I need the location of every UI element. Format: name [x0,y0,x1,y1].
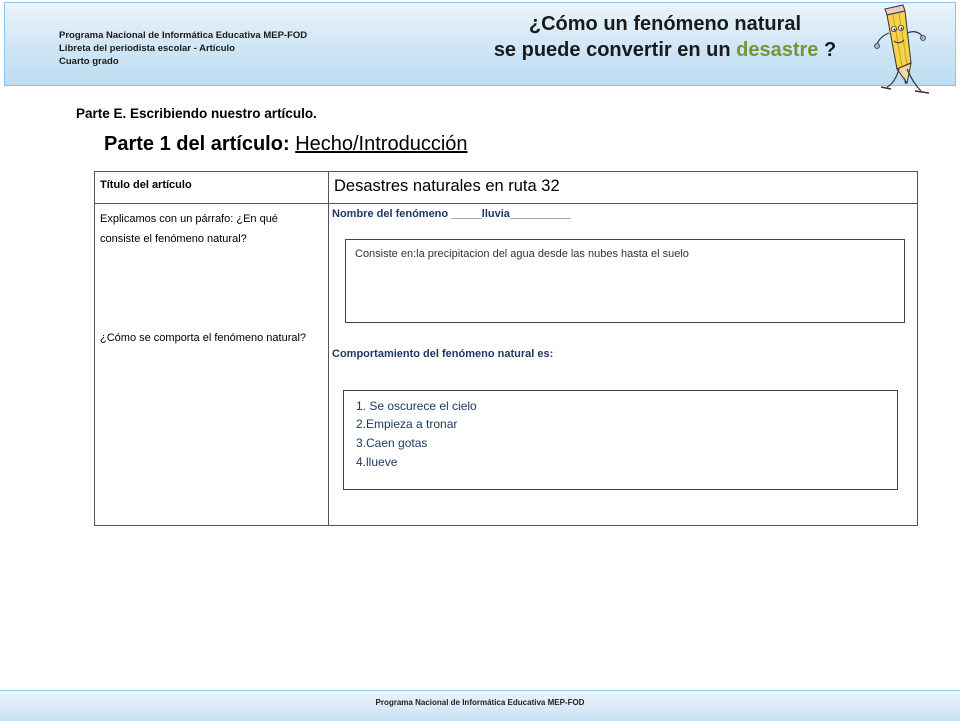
article-title-label: Título del artículo [100,179,192,191]
program-info [59,29,307,68]
grade-label: Cuarto grado [59,56,119,67]
behavior-label: Comportamiento del fenómeno natural es: [332,348,554,360]
pencil-mascot-icon [871,3,931,95]
article-title-value[interactable]: Desastres naturales en ruta 32 [334,177,560,195]
program-name: Programa Nacional de Informática Educativa MEP-FOD [59,30,308,41]
part-heading-topic: Hecho/Introducción [295,133,468,155]
phenomenon-name[interactable]: Nombre del fenómeno _____lluvia__________ [332,208,572,220]
list-item: 4.llueve [356,455,398,469]
title-line-2 [445,37,885,63]
title-line-2-prefix: se puede convertir en un [493,39,737,61]
consiste-textbox[interactable] [345,239,905,323]
question-1: Explicamos con un párrafo: ¿En qué consiste el fenómeno natural? [100,213,278,245]
column-divider [328,172,329,525]
title-line-2-suffix: ? [818,39,837,61]
question-2: ¿Cómo se comporta el fenómeno natural? [100,332,307,344]
title-highlight: desastre [736,39,819,61]
part-heading [104,133,468,156]
behavior-textbox[interactable] [343,390,898,490]
page-title [445,11,885,63]
title-line-1: ¿Cómo un fenómeno natural [528,13,802,35]
footer-bar [0,690,960,721]
part-heading-label: Parte 1 del artículo: [104,133,290,155]
list-item: 2.Empieza a tronar [356,417,458,431]
header-banner [4,2,956,86]
list-item: 1. Se oscurece el cielo [356,399,477,413]
list-item: 3.Caen gotas [356,436,428,450]
consiste-text: Consiste en:la precipitacion del agua desde las nubes hasta el suelo [355,248,689,260]
section-heading: Parte E. Escribiendo nuestro artículo. [76,106,317,121]
notebook-name: Libreta del periodista escolar - Artículo [59,43,235,54]
footer-text: Programa Nacional de Informática Educativa MEP-FOD [375,698,585,707]
article-table [94,171,918,526]
